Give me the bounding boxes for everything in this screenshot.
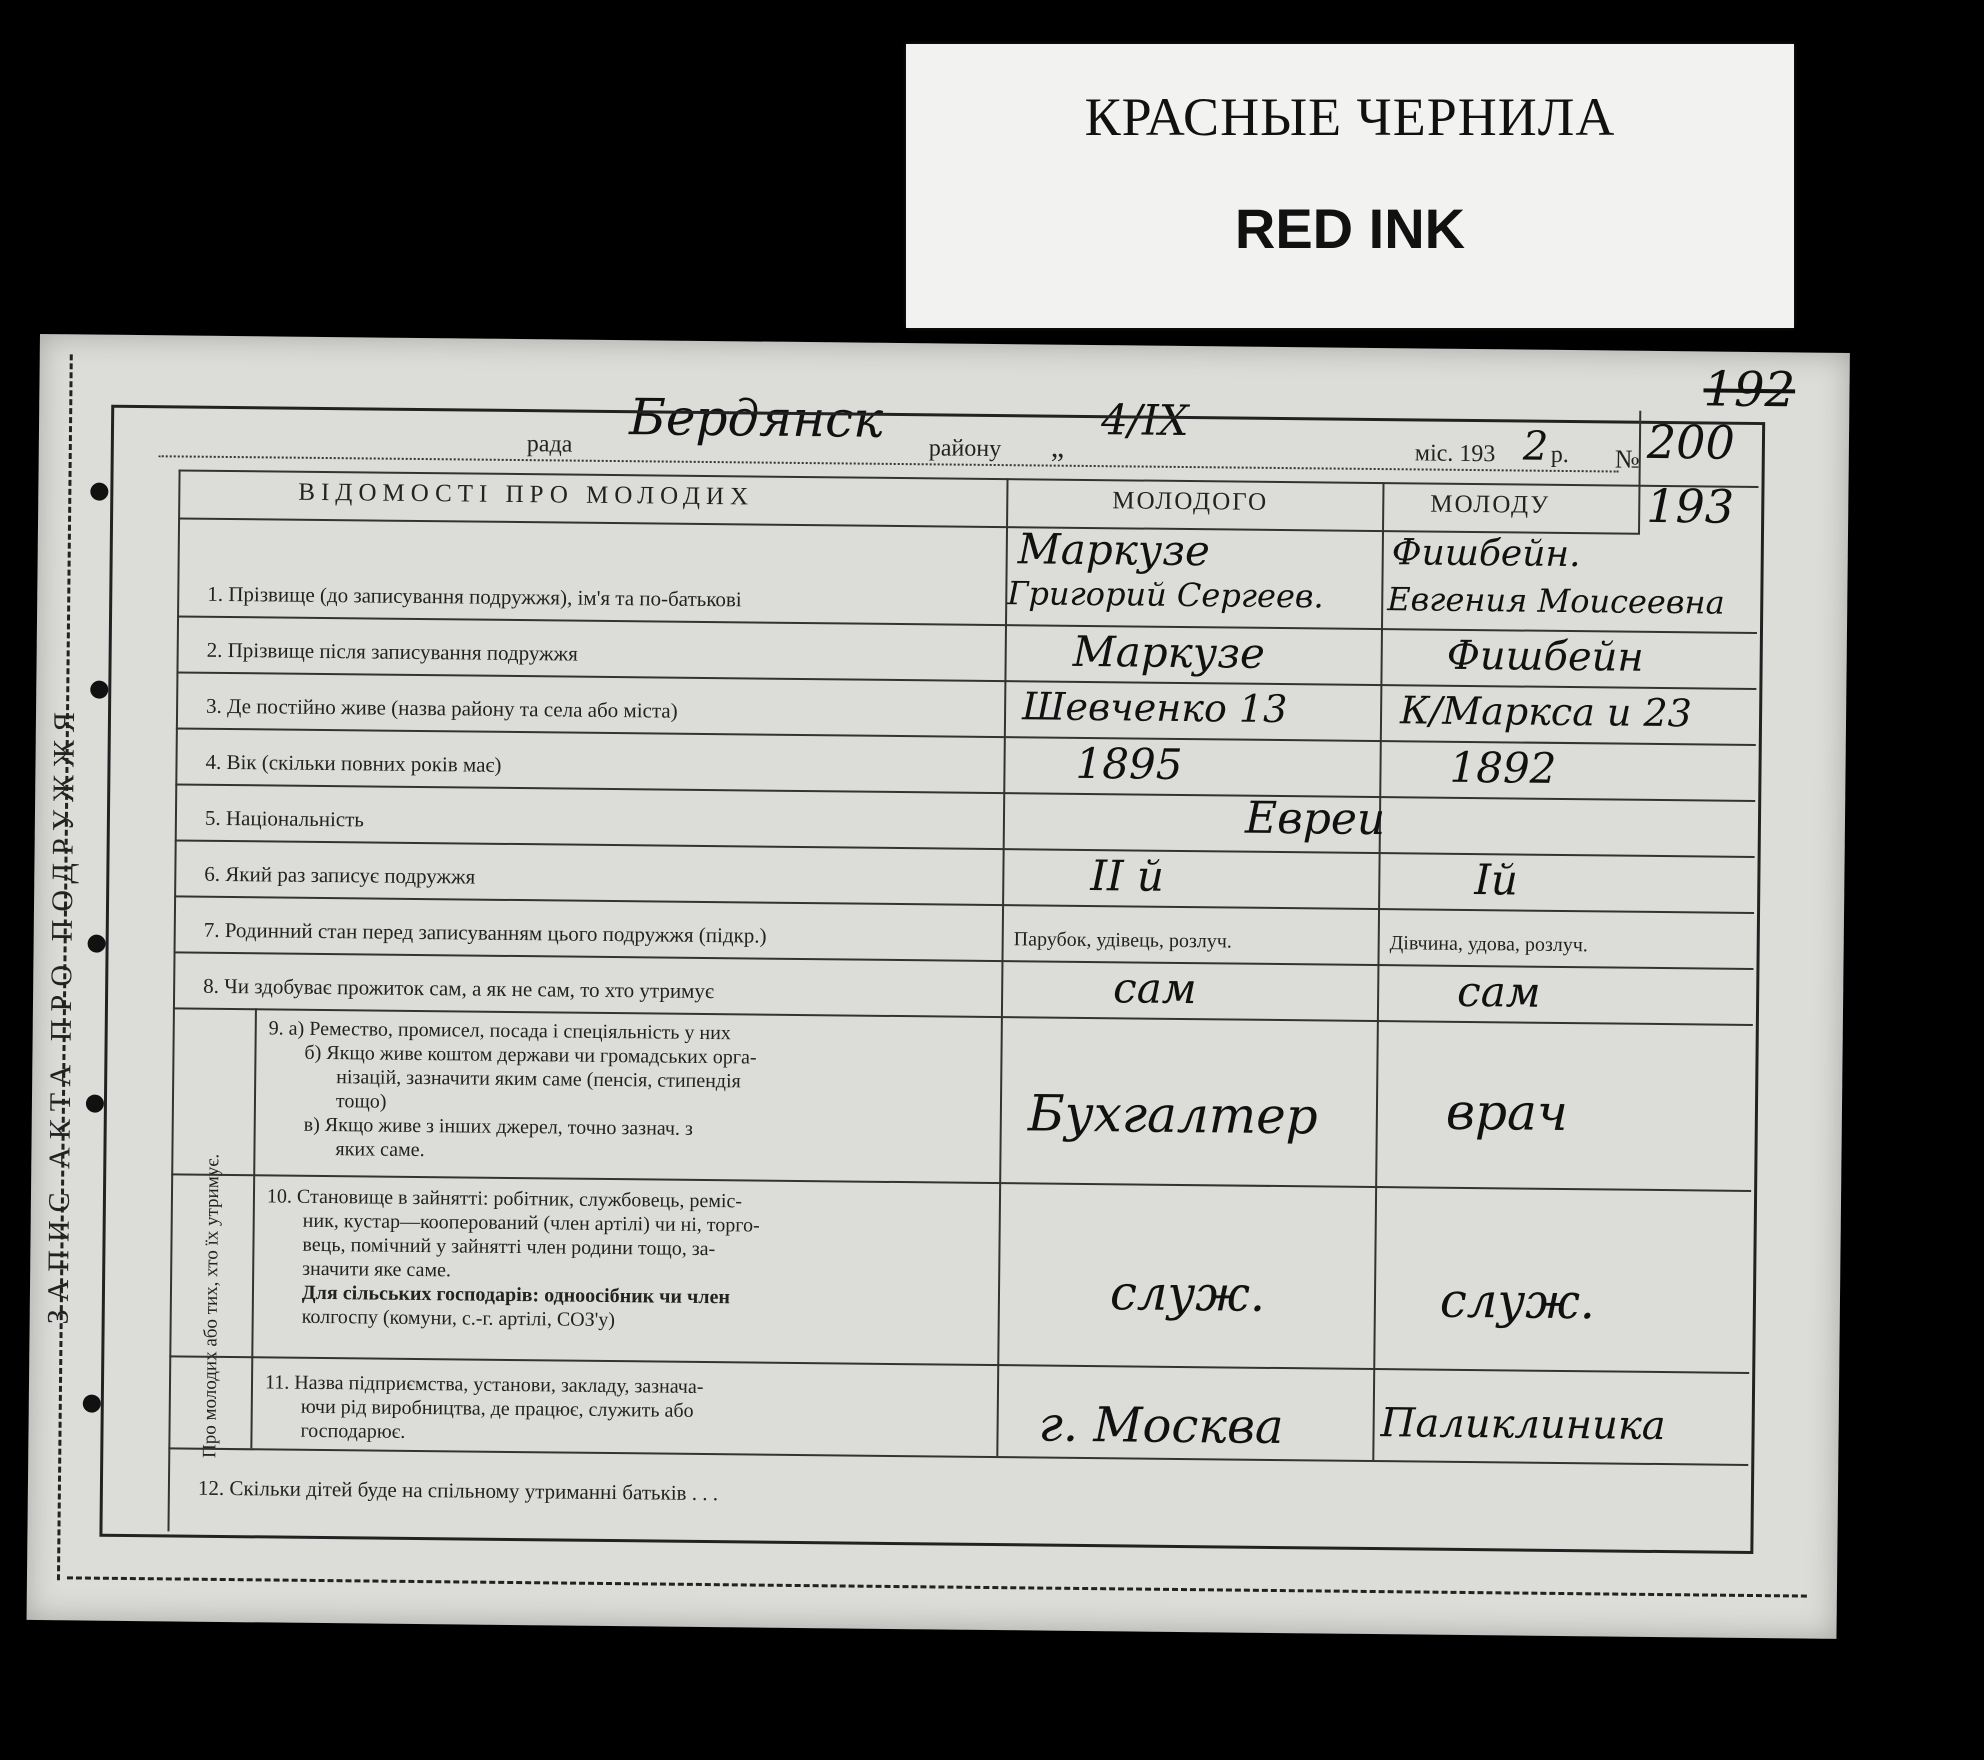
- rada-value: Бердянск: [628, 388, 884, 449]
- row4-groom: 1895: [1075, 738, 1183, 789]
- row1-label: 1. Прізвище (до записування подружжя), ім'я та по-батькові: [207, 581, 742, 612]
- row10-text: [266, 1184, 987, 1336]
- row9-line2: б) Якщо живе коштом держави чи громадських орга-: [304, 1041, 757, 1069]
- row6-label: 6. Який раз записує подружжя: [204, 861, 476, 889]
- row10-line6: колгоспу (комуни, с.-г. артілі, СОЗ'у): [301, 1305, 616, 1332]
- row8-groom: сам: [1112, 963, 1197, 1014]
- row5-label: 5. Національність: [204, 805, 365, 832]
- row2-bride: Фишбейн: [1446, 632, 1645, 681]
- record-number-alt: 193: [1646, 478, 1735, 534]
- row11-line3: господарює.: [300, 1419, 406, 1443]
- row2-groom: Маркузе: [1072, 626, 1266, 678]
- punch-hole: [90, 483, 108, 501]
- date-value: 4/IX: [1100, 395, 1189, 446]
- row10-bride: служ.: [1439, 1272, 1596, 1331]
- row1-groom-name: Григорий Сергеев.: [1007, 574, 1324, 616]
- row9-line6: яких саме.: [335, 1138, 425, 1162]
- row11-text: [264, 1370, 985, 1450]
- rayon-label: району: [928, 435, 1002, 463]
- rada-label: рада: [526, 431, 573, 458]
- red-ink-label-card: [906, 44, 1794, 328]
- row9-bride: врач: [1445, 1082, 1569, 1143]
- sidebar-subtitle: Про молодих або тих, хто їх утримує.: [199, 1153, 224, 1458]
- row7-groom-options: Парубок, удівець, розлуч.: [1013, 928, 1232, 953]
- row10-groom: служ.: [1109, 1265, 1266, 1323]
- row11-line2: ючи рід виробництва, де працює, служить або: [300, 1395, 694, 1422]
- row10-line4: значити яке саме.: [302, 1257, 452, 1282]
- punch-hole: [86, 1095, 104, 1113]
- row7-bride-options: Дівчина, удова, розлуч.: [1389, 932, 1588, 957]
- row10-line1: 10. Становище в зайнятті: робітник, службовець, реміс-: [266, 1185, 743, 1213]
- row5-both: Евреи: [1244, 792, 1386, 846]
- corner-crossed-number: 192: [1703, 361, 1796, 419]
- row1-groom-surname: Маркузе: [1017, 524, 1211, 576]
- row4-label: 4. Вік (скільки повних років має): [205, 749, 502, 777]
- record-number: 200: [1646, 414, 1736, 470]
- punch-hole: [88, 935, 106, 953]
- row3-groom: Шевченко 13: [1021, 684, 1288, 732]
- label-russian: КРАСНЫЕ ЧЕРНИЛА: [1084, 87, 1616, 147]
- row10-line5: Для сільських господарів: одноосібник чи член: [301, 1281, 731, 1309]
- date-quote: „: [1050, 430, 1065, 464]
- bottom-perforation: [67, 1576, 1807, 1597]
- row11-line1: 11. Назва підприємства, установи, закладу, зазнача-: [264, 1371, 704, 1399]
- sidebar-title: ЗАПИС АКТА ПРО ПОДРУЖЖЯ: [41, 703, 82, 1325]
- row9-groom: Бухгалтер: [1027, 1084, 1319, 1146]
- row11-groom: г. Москва: [1038, 1396, 1284, 1456]
- row4-bride: 1892: [1449, 742, 1557, 793]
- row9-text: [267, 1016, 988, 1168]
- month-year-label: міс. 193: [1414, 440, 1496, 468]
- row10-line3: вець, помічний у зайнятті член родини тощо, за-: [302, 1233, 716, 1261]
- row9-line1: 9. а) Ремество, промисел, посада і спеціяльність у них: [268, 1017, 731, 1045]
- row9-line4: тощо): [335, 1090, 387, 1113]
- row9-line3: нізацій, зазначити яким саме (пенсія, стипендія: [336, 1066, 741, 1093]
- row3-bride: К/Маркса и 23: [1399, 688, 1693, 736]
- label-english: RED INK: [1234, 197, 1466, 260]
- year-r-label: р.: [1550, 441, 1569, 469]
- table-title: ВІДОМОСТІ ПРО МОЛОДИХ: [298, 478, 755, 511]
- punch-hole: [90, 681, 108, 699]
- column-groom: МОЛОДОГО: [1112, 487, 1269, 516]
- row6-groom: II й: [1090, 851, 1165, 901]
- row12-label: 12. Скільки дітей буде на спільному утриманні батьків . . .: [197, 1475, 719, 1506]
- row8-label: 8. Чи здобуває прожиток сам, а як не сам, то хто утримує: [203, 973, 715, 1004]
- row8-bride: сам: [1456, 966, 1541, 1017]
- row1-bride-surname: Фишбейн.: [1391, 532, 1581, 576]
- row6-bride: Iй: [1474, 855, 1519, 905]
- column-bride: МОЛОДУ: [1430, 490, 1551, 519]
- row9-line5: в) Якщо живе з інших джерел, точно зазнач. з: [303, 1113, 693, 1140]
- punch-hole: [83, 1395, 101, 1413]
- number-label: №: [1614, 444, 1640, 474]
- row10-line2: ник, кустар—кооперований (член артілі) чи ні, торго-: [302, 1209, 760, 1237]
- row1-bride-name: Евгения Моисеевна: [1387, 580, 1725, 622]
- row7-label: 7. Родинний стан перед записуванням цього подружжя (підкр.): [203, 917, 767, 948]
- row3-label: 3. Де постійно живе (назва району та села або міста): [205, 693, 678, 723]
- row2-label: 2. Прізвище після записування подружжя: [206, 637, 578, 666]
- row11-bride: Паликлиника: [1380, 1400, 1666, 1450]
- year-digit: 2: [1522, 423, 1549, 470]
- marriage-record-card: [27, 334, 1850, 1639]
